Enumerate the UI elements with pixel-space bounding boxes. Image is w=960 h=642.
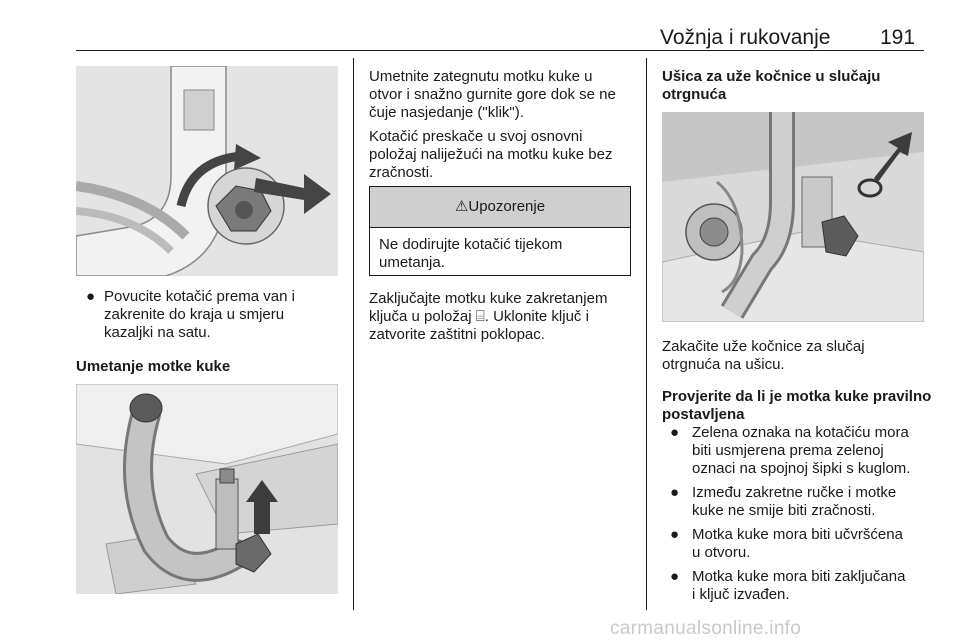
warning-body xyxy=(370,228,630,280)
bullet-line: Povucite kotačić prema van i xyxy=(104,288,295,305)
bullet-dot: ● xyxy=(86,288,96,305)
bullet-line: Između zakretne ručke i motke xyxy=(692,484,897,501)
section-heading-breakaway-eye: otrgnuća xyxy=(662,86,727,103)
running-header-title: Vožnja i rukovanje xyxy=(660,26,831,49)
breakaway-eye-illustration xyxy=(662,112,924,322)
paragraph-line: Zaključajte motku kuke zakretanjem xyxy=(369,290,608,307)
paragraph-line: zatvorite zaštitni poklopac. xyxy=(369,326,545,343)
paragraph-line: Kotačić preskače u svoj osnovni xyxy=(369,128,583,145)
paragraph-line: položaj naliježući na motku kuke bez xyxy=(369,146,613,163)
column-divider-2 xyxy=(646,58,647,610)
paragraph-line: otvor i snažno gurnite gore dok se ne xyxy=(369,86,616,103)
bullet-line: Motka kuke mora biti zaključana xyxy=(692,568,906,585)
bullet-line: kuke ne smije biti zračnosti. xyxy=(692,502,876,519)
page-number: 191 xyxy=(880,26,916,49)
paragraph-line: Umetnite zategnutu motku kuke u xyxy=(369,68,593,85)
watermark: carmanualsonline.info xyxy=(610,618,802,639)
paragraph-line: ključa u položaj ⌸. Uklonite ključ i xyxy=(369,308,589,325)
warning-title: Upozorenje xyxy=(468,198,546,215)
bullet-line: u otvoru. xyxy=(692,544,751,561)
bullet-line: biti usmjerena prema zelenoj xyxy=(692,442,884,459)
figure-breakaway-eye xyxy=(662,112,924,322)
warning-box xyxy=(369,186,631,276)
warning-header xyxy=(370,187,630,228)
section-heading-insert-ball-bar: Umetanje motke kuke xyxy=(76,358,231,375)
caption-line: otrgnuća na ušicu. xyxy=(662,356,785,373)
bullet-line: Motka kuke mora biti učvršćena xyxy=(692,526,903,543)
section-heading-check-ball-bar: postavljena xyxy=(662,406,745,423)
warning-icon: ⚠ xyxy=(454,198,469,215)
caption-line: Zakačite uže kočnice za slučaj xyxy=(662,338,865,355)
bullet-dot: ● xyxy=(670,568,680,585)
figure-insert-ball-bar xyxy=(76,384,338,594)
handwheel-illustration xyxy=(76,66,338,276)
ball-bar-illustration xyxy=(76,384,338,594)
bullet-dot: ● xyxy=(670,424,680,441)
bullet-line: Zelena oznaka na kotačiću mora xyxy=(692,424,909,441)
bullet-line: zakrenite do kraja u smjeru xyxy=(104,306,285,323)
section-heading-breakaway-eye: Ušica za uže kočnice u slučaju xyxy=(662,68,881,85)
bullet-dot: ● xyxy=(670,484,680,501)
warning-line: Ne dodirujte kotačić tijekom xyxy=(379,236,563,253)
header-rule xyxy=(76,50,924,51)
warning-line: umetanja. xyxy=(379,254,445,271)
bullet-line: i ključ izvađen. xyxy=(692,586,790,603)
column-divider-1 xyxy=(353,58,354,610)
paragraph-line: zračnosti. xyxy=(369,164,434,181)
figure-handwheel-pull xyxy=(76,66,338,276)
paragraph-line: čuje nasjedanje ("klik"). xyxy=(369,104,524,121)
section-heading-check-ball-bar: Provjerite da li je motka kuke pravilno xyxy=(662,388,932,405)
bullet-line: kazaljki na satu. xyxy=(104,324,211,341)
bullet-line: oznaci na spojnoj šipki s kuglom. xyxy=(692,460,911,477)
bullet-dot: ● xyxy=(670,526,680,543)
